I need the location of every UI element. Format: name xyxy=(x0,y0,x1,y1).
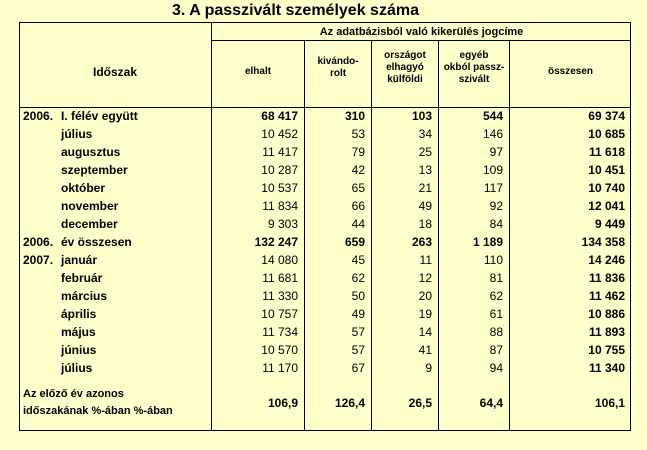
table-cell: 11 xyxy=(419,253,432,267)
table-cell: 57 xyxy=(351,325,365,339)
column-header: kivándo- rolt xyxy=(317,56,359,79)
table-cell: 42 xyxy=(351,163,365,177)
table-title: 3. A passzivált személyek száma xyxy=(172,2,419,19)
row-year: 2006. xyxy=(23,109,54,123)
group-header: Az adatbázisból való kikerülés jogcíme xyxy=(319,26,524,38)
period-header: Időszak xyxy=(92,65,137,79)
table-cell: 11 681 xyxy=(262,271,298,285)
table-cell: 20 xyxy=(418,289,432,303)
table-cell: 1 189 xyxy=(472,235,503,249)
table-cell: 12 041 xyxy=(588,199,625,213)
row-label: július xyxy=(61,127,93,141)
table-cell: 94 xyxy=(489,361,503,375)
table-cell: 84 xyxy=(489,217,503,231)
table-cell: 25 xyxy=(418,145,432,159)
table-cell: 57 xyxy=(351,343,365,357)
header-bottom-border xyxy=(19,107,631,108)
table-cell: 103 xyxy=(411,109,432,123)
table-cell: 10 537 xyxy=(261,181,298,195)
table-cell: 67 xyxy=(351,361,365,375)
row-year: 2006. xyxy=(23,235,54,249)
table-cell: 11 170 xyxy=(262,361,298,375)
table-cell: 11 340 xyxy=(588,361,625,375)
row-label: február xyxy=(61,271,103,285)
table-cell: 18 xyxy=(418,217,432,231)
table-cell: 11 834 xyxy=(262,199,298,213)
table-cell: 50 xyxy=(351,289,365,303)
footer-value: 26,5 xyxy=(408,396,432,410)
footer-label-1: Az előző év azonos xyxy=(23,388,124,400)
row-label: szeptember xyxy=(61,163,128,177)
column-header: összesen xyxy=(547,66,594,77)
table-cell: 9 303 xyxy=(267,217,298,231)
table-cell: 9 449 xyxy=(594,217,625,231)
table-cell: 66 xyxy=(351,199,365,213)
table-cell: 87 xyxy=(489,343,503,357)
row-label: július xyxy=(61,361,93,375)
table-cell: 97 xyxy=(489,145,503,159)
table-cell: 65 xyxy=(351,181,365,195)
table-cell: 62 xyxy=(351,271,365,285)
table-cell: 53 xyxy=(351,127,365,141)
footer-label-2: időszakának %-ában %-ában xyxy=(23,405,173,417)
column-header: országot elhagyó külföldi xyxy=(384,50,426,85)
table-cell: 544 xyxy=(482,109,503,123)
table-cell: 21 xyxy=(418,181,432,195)
table-cell: 10 570 xyxy=(261,343,298,357)
table-cell: 9 xyxy=(425,361,432,375)
table-cell: 68 417 xyxy=(261,109,298,123)
table-cell: 61 xyxy=(489,307,503,321)
table-cell: 110 xyxy=(483,253,503,267)
table-cell: 10 740 xyxy=(588,181,625,195)
table-cell: 11 417 xyxy=(262,145,298,159)
table-cell: 49 xyxy=(351,307,365,321)
table-cell: 44 xyxy=(351,217,365,231)
table-cell: 263 xyxy=(411,235,432,249)
table-cell: 79 xyxy=(351,145,365,159)
column-header: elhalt xyxy=(244,66,272,77)
table-cell: 62 xyxy=(489,289,503,303)
table-cell: 659 xyxy=(344,235,365,249)
row-label: június xyxy=(61,343,97,357)
row-label: december xyxy=(61,217,118,231)
table-cell: 69 374 xyxy=(588,109,625,123)
table-cell: 49 xyxy=(418,199,432,213)
table-cell: 11 734 xyxy=(262,325,298,339)
row-label: március xyxy=(61,289,108,303)
row-label: október xyxy=(61,181,106,195)
table-cell: 10 886 xyxy=(588,307,625,321)
table-cell: 88 xyxy=(489,325,503,339)
table-cell: 310 xyxy=(344,109,365,123)
footer-value: 106,1 xyxy=(594,396,625,410)
header-divider xyxy=(211,40,631,41)
table-cell: 41 xyxy=(418,343,432,357)
table-cell: 11 330 xyxy=(262,289,298,303)
row-label: augusztus xyxy=(61,145,121,159)
row-label: április xyxy=(61,307,97,321)
table-cell: 10 757 xyxy=(261,307,298,321)
row-label: január xyxy=(61,253,98,267)
table-cell: 45 xyxy=(351,253,365,267)
table-cell: 11 462 xyxy=(588,289,625,303)
table-cell: 10 685 xyxy=(588,127,625,141)
table-cell: 117 xyxy=(483,181,503,195)
table-cell: 19 xyxy=(418,307,432,321)
row-label: november xyxy=(61,199,119,213)
table-cell: 11 618 xyxy=(588,145,625,159)
table-cell: 12 xyxy=(418,271,432,285)
table-cell: 109 xyxy=(482,163,503,177)
table-cell: 132 247 xyxy=(254,235,298,249)
table-cell: 13 xyxy=(418,163,432,177)
table-cell: 10 452 xyxy=(261,127,298,141)
table-cell: 14 080 xyxy=(261,253,298,267)
column-header: egyéb okból passz- szivált xyxy=(443,50,505,85)
table-cell: 11 893 xyxy=(588,325,625,339)
row-label: május xyxy=(61,325,96,339)
table-cell: 14 246 xyxy=(588,253,625,267)
table-cell: 10 451 xyxy=(588,163,625,177)
table-cell: 10 755 xyxy=(588,343,625,357)
table-cell: 34 xyxy=(418,127,432,141)
table-cell: 81 xyxy=(489,271,503,285)
row-label: év összesen xyxy=(61,235,132,249)
row-label: I. félév együtt xyxy=(61,109,138,123)
row-year: 2007. xyxy=(23,253,54,267)
footer-value: 64,4 xyxy=(479,396,503,410)
table-cell: 146 xyxy=(482,127,503,141)
footer-value: 126,4 xyxy=(334,396,365,410)
table-cell: 11 836 xyxy=(588,271,625,285)
table-cell: 134 358 xyxy=(581,235,625,249)
table-cell: 14 xyxy=(418,325,432,339)
table-cell: 92 xyxy=(489,199,503,213)
table-cell: 10 287 xyxy=(261,163,298,177)
footer-value: 106,9 xyxy=(267,396,298,410)
